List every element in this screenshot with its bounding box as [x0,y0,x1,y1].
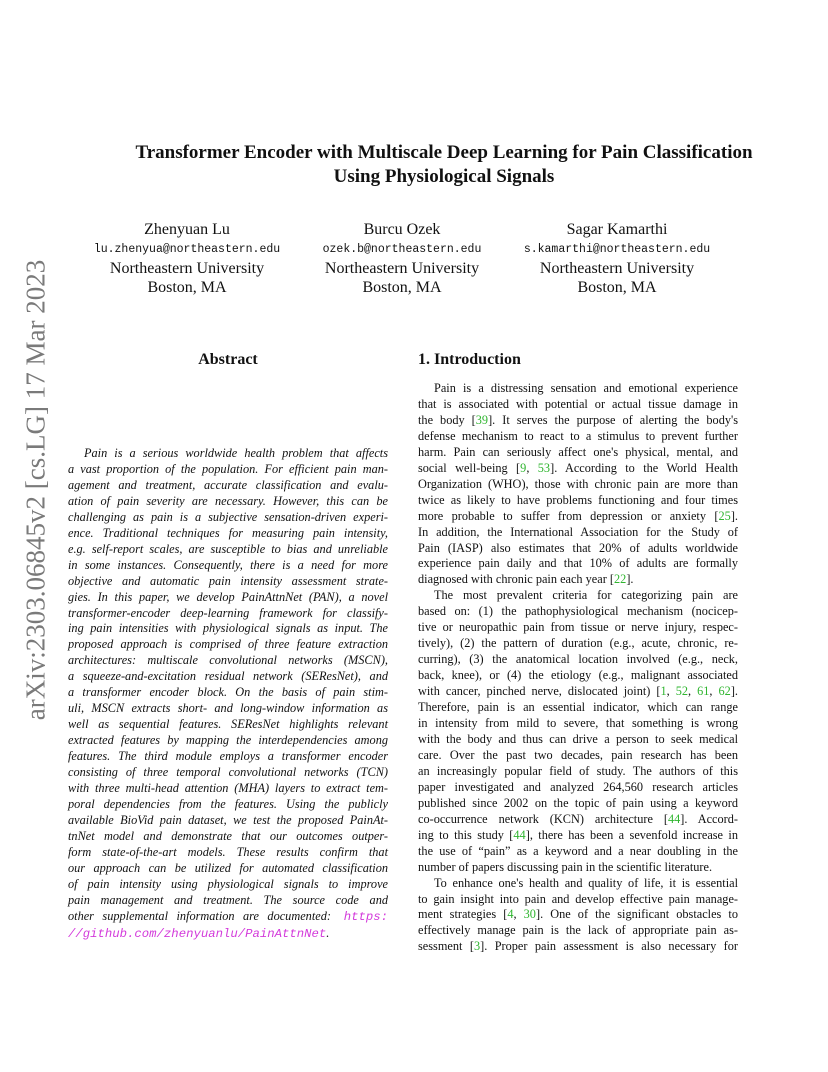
abstract-line: poral dependencies from the features. Using the publicly [68,796,388,811]
introduction-line: co-occurrence network (KCN) architecture [44]. Accord- [418,811,738,826]
introduction-line: twice as likely to have problems functioning and four times [418,492,738,507]
abstract-line: challenging as pain is a subjective sensation-driven experi- [68,509,388,524]
abstract-line: transformer-encoder deep-learning framework for classify- [68,605,388,620]
citation-link[interactable]: 3 [473,939,481,954]
abstract-line: proposed approach is comprised of three feature extraction [68,637,388,652]
abstract-end-period: . [326,925,330,940]
abstract-line: ing pain intensities with physiological signals as input. The [68,621,388,636]
abstract-line: extracted features by mapping the interdependencies among [68,733,388,748]
introduction-line: The most prevalent criteria for categorizing pain are [434,588,738,603]
abstract-line: of pain intensity using physiological signals to improve [68,876,388,891]
introduction-line: with the body and thus can drive a person to seek medical [418,731,738,746]
abstract-line: available BioVid pain dataset, we test the proposed PainAt- [68,812,388,827]
introduction-line: ment strategies [4, 30]. One of the significant obstacles to [418,907,738,922]
introduction-line: with cancer, pinched nerve, dislocated joint) [1, 52, 61, 62]. [418,684,738,699]
abstract-line: a vast proportion of the population. For efficient pain man- [68,461,388,476]
introduction-line: in intensity from mild to severe, that something is wrong [418,716,738,731]
abstract-line: well as sequential features. SEResNet highlights relevant [68,717,388,732]
introduction-line: more probable to suffer from depression or anxiety [25]. [418,508,738,523]
citation-link[interactable]: 30 [523,907,536,922]
citation-link[interactable]: 9 [520,460,527,475]
introduction-line: Therefore, pain is an essential indicator, which can range [418,700,738,715]
introduction-line: paper investigated and analyzed 264,560 research articles [418,779,738,794]
source-code-link[interactable]: https: [330,909,388,924]
paper-title [60,141,828,189]
citation-link[interactable]: 62 [718,684,731,699]
citation-link[interactable]: 25 [718,508,731,523]
introduction-line: curring), (3) the anatomical location involved (e.g., neck, [418,652,738,667]
author-location: Boston, MA [577,279,657,296]
abstract-line: features. The third module employs a transformer encoder [68,749,388,764]
author-affiliation: Northeastern University [324,260,480,277]
citation-link[interactable]: 1 [660,684,667,699]
citation-link[interactable]: 44 [513,827,526,842]
author-affiliation: Northeastern University [109,260,265,277]
author-email: ozek.b@northeastern.edu [322,243,482,256]
abstract-text [68,446,388,943]
introduction-line: based on: (1) the pathophysiological mechanism (nocicep- [418,604,738,619]
arxiv-identifier: arXiv:2303.06845v2 [cs.LG] 17 Mar 2023 [20,259,51,721]
introduction-line: tively), (2) the pattern of duration (e.g., acute, chronic, re- [418,636,738,651]
introduction-line: experience pain daily and that 10% of adults are formally [418,556,738,571]
author-block [512,220,722,297]
author-block [297,220,507,297]
abstract-line: other supplemental information are documented: https: [68,908,388,924]
abstract-line: our approach can be utilized for automated classification [68,860,388,875]
introduction-line: care. Over the past two decades, pain research has been [418,747,738,762]
introduction-line: ing to this study [44], there has been a sevenfold increase in [418,827,738,842]
citation-link[interactable]: 4 [507,907,514,922]
abstract-line: with three multi-head attention (MHA) layers to extract tem- [68,781,388,796]
author-location: Boston, MA [147,279,227,296]
introduction-line: To enhance one's health and quality of life, it is essential [434,875,738,890]
abstract-line: Pain is a serious worldwide health problem that affects [84,446,388,460]
abstract-line: ence. Traditional techniques for measuring pain intensity, [68,525,388,540]
abstract-line: tnNet model and demonstrate that our outcomes outper- [68,828,388,843]
introduction-line: published since 2002 on the topic of pain using a keyword [418,795,738,810]
introduction-line: In addition, the International Association for the Study of [418,524,738,539]
author-name: Zhenyuan Lu [144,221,230,238]
abstract-line: consisting of three temporal convolutional networks (TCN) [68,765,388,780]
title-line: Using Physiological Signals [333,166,555,187]
citation-link[interactable]: 39 [475,412,489,427]
abstract-line: objective and automatic pain intensity assessment strate- [68,573,388,588]
abstract-heading: Abstract [198,351,258,368]
author-name: Burcu Ozek [363,221,441,238]
author-affiliation: Northeastern University [539,260,695,277]
abstract-line: in some instances. Consequently, there is a need for more [68,557,388,572]
introduction-heading: 1. Introduction [418,351,521,368]
introduction-line: Organization (WHO), those with chronic pain are more than [418,476,738,491]
introduction-text [418,381,738,955]
citation-link[interactable]: 61 [697,684,710,699]
abstract-line: architectures: multiscale convolutional networks (MSCN), [68,653,388,668]
abstract-line: a squeeze-and-excitation residual network (SEResNet), and [68,669,388,684]
introduction-line: back, knee), or (4) the etiology (e.g., malignant associated [418,668,738,683]
introduction-line: defense mechanism to react to a stimulus to prevent further [418,428,738,443]
author-email: lu.zhenyua@northeastern.edu [93,243,281,256]
introduction-line: to gain insight into pain and develop effective pain manage- [418,891,738,906]
abstract-line: pain management and treatment. The source code and [68,892,388,907]
citation-link[interactable]: 52 [675,684,689,699]
abstract-line: ation of pain severity are necessary. However, this can be [68,493,388,508]
introduction-line: that is associated with potential or actual tissue damage in [418,396,738,411]
introduction-line: the use of “pain” as a keyword and a near doubling in the [418,843,738,858]
introduction-line: Pain (IASP) also estimates that 20% of adults worldwide [418,540,738,555]
citation-link[interactable]: 22 [614,572,627,587]
introduction-line: the body [39]. It serves the purpose of alerting the body's [418,412,738,427]
abstract-line: gies. In this paper, we develop PainAttnNet (PAN), a novel [68,589,388,604]
introduction-line: Pain is a distressing sensation and emotional experience [434,381,738,395]
abstract-line: agement and treatment, accurate classification and evalu- [68,477,388,492]
author-block [82,220,292,297]
citation-link[interactable]: 53 [537,460,551,475]
author-name: Sagar Kamarthi [566,221,668,238]
abstract-line [68,926,388,943]
introduction-line: diagnosed with chronic pain each year [22]. [418,572,634,587]
introduction-line: effectively manage pain is the lack of appropriate pain as- [418,923,738,938]
abstract-line: uli, MSCN extracts short- and long-window information as [68,701,388,716]
introduction-line: social well-being [9, 53]. According to the World Health [418,460,738,475]
source-code-link[interactable]: //github.com/zhenyuanlu/PainAttnNet [68,926,327,941]
abstract-line: e.g. self-report scales, are susceptible to bias and unreliable [68,541,388,556]
introduction-line: harm. Pain can seriously affect one's physical, mental, and [418,444,738,459]
introduction-line: tive or neuropathic pain from tissue or nerve injury, respec- [418,620,738,635]
abstract-line: a transformer encoder block. On the basis of pain stim- [68,685,388,700]
title-line: Transformer Encoder with Multiscale Deep Learning for Pain Classification [135,142,753,163]
introduction-line: an increasingly popular field of study. The authors of this [418,763,738,778]
citation-link[interactable]: 44 [667,811,681,826]
abstract-line: form state-of-the-art models. These results confirm that [68,844,388,859]
author-location: Boston, MA [362,279,442,296]
introduction-line: sessment [3]. Proper pain assessment is also necessary for [418,939,738,954]
author-email: s.kamarthi@northeastern.edu [523,243,711,256]
introduction-line: number of papers discussing pain in the scientific literature. [418,859,713,874]
